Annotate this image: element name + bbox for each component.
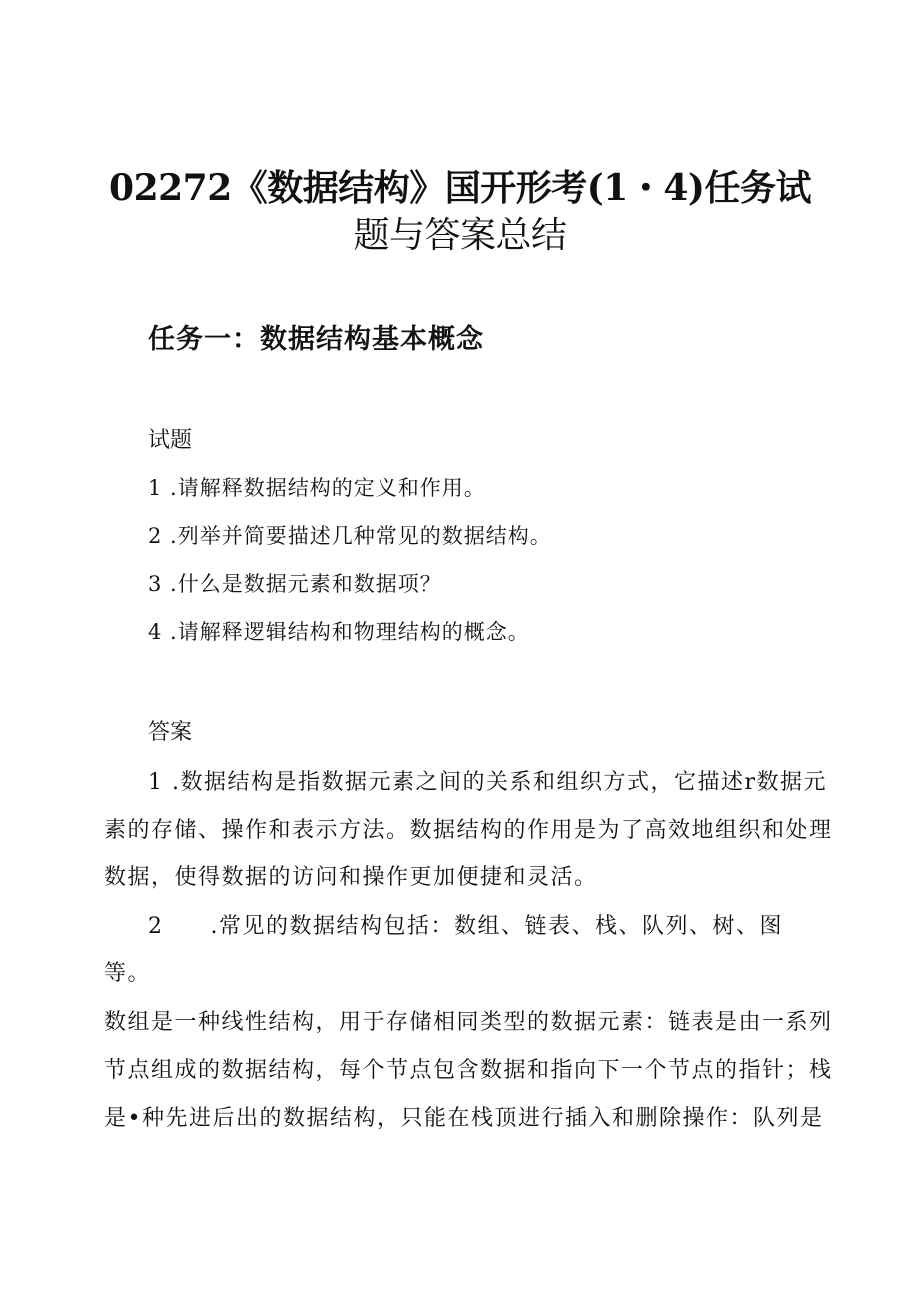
answer-line: 素的存储、操作和表示方法。数据结构的作用是为了高效地组织和处理 [104,818,833,843]
question-item: 1 .请解释数据结构的定义和作用。 [148,476,486,500]
document-title-line-2: 题与答案总结 [353,215,567,256]
question-item: 2 .列举并简要描述几种常见的数据结构。 [148,524,552,548]
answer-line: 等。 [104,961,152,986]
questions-label: 试题 [148,428,193,453]
answer-line: 数据，使得数据的访问和操作更加便捷和灵活。 [104,865,598,890]
answer-line: 数组是一种线性结构，用于存储相同类型的数据元素：链表是由一系列 [104,1010,833,1035]
answer-line: 1 .数据结构是指数据元素之间的关系和组织方式，它描述r数据元 [148,770,828,795]
answers-label: 答案 [148,720,193,745]
answer-line: 是•种先进后出的数据结构，只能在栈顶进行插入和删除操作：队列是 [104,1106,824,1131]
question-item: 3 .什么是数据元素和数据项？ [148,572,442,596]
answer-line: 节点组成的数据结构，每个节点包含数据和指向下一个节点的指针；栈 [104,1058,833,1083]
section-heading: 任务一：数据结构基本概念 [148,324,484,355]
question-item: 4 .请解释逻辑结构和物理结构的概念。 [148,620,530,644]
answer-line: 2 .常见的数据结构包括：数组、链表、栈、队列、树、图 [148,914,783,939]
document-title-line-1: 02272《数据结构》国开形考(1・4)任务试 [109,167,811,209]
